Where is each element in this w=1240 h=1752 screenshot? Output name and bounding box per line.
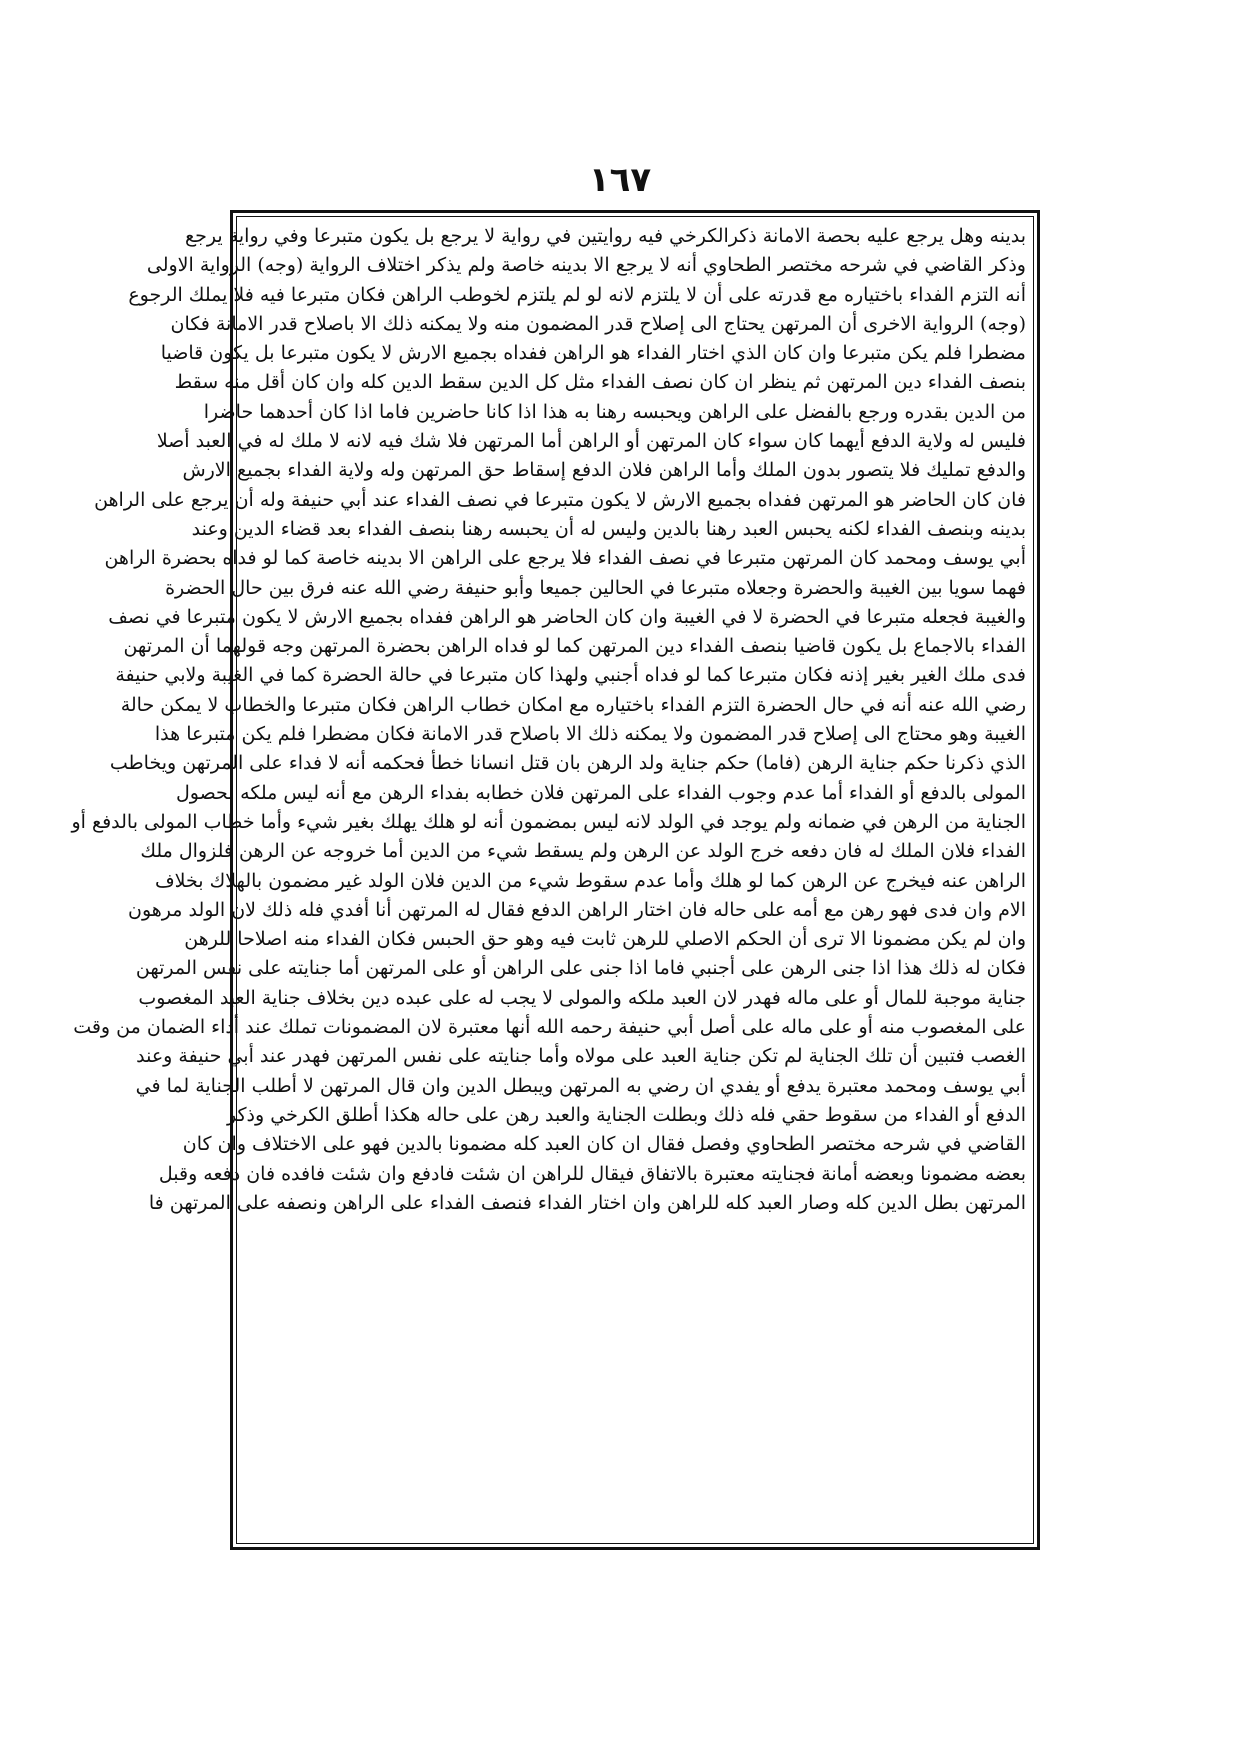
page-number: ١٦٧	[588, 160, 652, 200]
text-line: بعضه مضمونا وبعضه أمانة فجنايته معتبرة بالاتفاق فيقال للراهن ان شئت فادفع وان شئت فافده فان دفعه وقبل	[158, 1162, 1026, 1185]
text-line: الذي ذكرنا حكم جناية الرهن (فاما) حكم جناية ولد الرهن بان قتل انسانا خطأ فحكمه أنه لا فداء على المرتهن ويخاطب	[109, 752, 1026, 775]
text-line: أبي يوسف ومحمد معتبرة يدفع أو يفدي ان رضي به المرتهن ويبطل الدين وان قال المرتهن لا أطلب الجناية لما في	[135, 1074, 1026, 1097]
text-line: الراهن عنه فيخرج عن الرهن كما لو هلك وأما عدم سقوط شيء من الدين فلان الولد غير مضمون بالهلاك بخلاف	[154, 869, 1026, 892]
text-line: القاضي في شرحه مختصر الطحاوي وفصل فقال ان كان العبد كله مضمونا بالدين فهو على الاختلاف وان كان	[182, 1133, 1026, 1156]
text-line: على المغصوب منه أو على ماله على أصل أبي حنيفة رحمه الله أنها معتبرة لان المضمونات تملك عند أداء الضمان من وقت	[73, 1016, 1026, 1039]
text-line: فان كان الحاضر هو المرتهن ففداه بجميع الارش لا يكون متبرعا في نصف الفداء عند أبي حنيفة وله أن يرجع على الراهن	[94, 488, 1026, 511]
text-line: الغصب فتبين أن تلك الجناية لم تكن جناية العبد على مولاه وأما جنايته على نفس المرتهن فهدر عند أبي حنيفة وعند	[136, 1045, 1026, 1068]
text-line: مضطرا فلم يكن متبرعا وان كان الذي اختار الفداء هو الراهن ففداه بجميع الارش لا يكون متبرعا بل يكون قاضيا	[160, 342, 1026, 365]
text-line: فكان له ذلك هذا اذا جنى الرهن على أجنبي فاما اذا جنى على الراهن أو على المرتهن أما جنايته على نفس المرتهن	[135, 957, 1026, 980]
text-line: بدينه وبنصف الفداء لكنه يحبس العبد رهنا بالدين وليس له أن يحبسه رهنا بنصف الفداء بعد قضاء الدين وعند	[191, 517, 1026, 540]
text-line: فهما سويا بين الغيبة والحضرة وجعلاه متبرعا في الحالين جميعا وأبو حنيفة رضي الله عنه فرق بين حال الحضرة	[165, 576, 1026, 599]
text-line: فدى ملك الغير بغير إذنه فكان متبرعا كما لو فداه أجنبي ولهذا كان متبرعا في حالة الحضرة كما في الغيبة ولابي حنيفة	[115, 664, 1026, 687]
text-line: جناية موجبة للمال أو على ماله فهدر لان العبد ملكه والمولى لا يجب له على عبده دين بخلاف جناية العبد المغصوب	[138, 986, 1026, 1009]
text-line: بدينه وهل يرجع عليه بحصة الامانة ذكرالكرخي فيه روايتين في رواية لا يرجع بل يكون متبرعا وفي رواية يرجع	[185, 225, 1026, 247]
text-line: الام وان فدى فهو رهن مع أمه على حاله فان اختار الراهن الدفع فقال له المرتهن أنا أفدي فله ذلك لان الولد مرهون	[128, 898, 1026, 921]
text-line: المرتهن بطل الدين كله وصار العبد كله للراهن وان اختار الفداء فنصف الفداء على الراهن ونصفه على المرتهن فا	[148, 1191, 1026, 1214]
text-line: من الدين بقدره ورجع بالفضل على الراهن ويحبسه رهنا به هذا اذا كانا حاضرين فاما اذا كان أحدهما حاضرا	[203, 400, 1026, 423]
text-line: الفداء فلان الملك له فان دفعه خرج الولد عن الرهن ولم يسقط شيء من الدين أما خروجه عن الرهن فلزوال ملك	[140, 840, 1026, 863]
text-line: رضي الله عنه أنه في حال الحضرة التزم الفداء باختياره مع امكان خطاب الراهن فكان متبرعا والخطاب لا يمكن حالة	[120, 693, 1026, 716]
text-line: الغيبة وهو محتاج الى إصلاح قدر المضمون ولا يمكنه ذلك الا باصلاح قدر الامانة فكان مضطرا فلم يكن متبرعا هذا	[154, 723, 1026, 746]
text-line: وذكر القاضي في شرحه مختصر الطحاوي أنه لا يرجع الا بدينه خاصة ولم يذكر اختلاف الرواية (وجه) الرواية الاولى	[146, 254, 1026, 277]
text-line: فليس له ولاية الدفع أيهما كان سواء كان المرتهن أو الراهن أما المرتهن فلا شك فيه لانه لا ملك له في العبد أصلا	[156, 430, 1026, 453]
text-line: والغيبة فجعله متبرعا في الحضرة لا في الغيبة وان كان الحاضر هو الراهن ففداه بجميع الارش لا يكون متبرعا في نصف	[108, 605, 1026, 628]
text-line: (وجه) الرواية الاخرى أن المرتهن يحتاج الى إصلاح قدر المضمون منه ولا يمكنه ذلك الا باصلاح قدر الامانة فكان	[170, 312, 1026, 335]
text-line: بنصف الفداء دين المرتهن ثم ينظر ان كان نصف الفداء مثل كل الدين سقط الدين كله وان كان أقل منه سقط	[174, 371, 1026, 394]
text-line: الدفع أو الفداء من سقوط حقي فله ذلك وبطلت الجناية والعبد رهن على حاله هكذا أطلق الكرخي وذكر	[227, 1103, 1026, 1126]
text-line: المولى بالدفع أو الفداء أما عدم وجوب الفداء على المرتهن فلان خطابه بفداء الرهن مع أنه ليس ملكه لحصول	[175, 781, 1026, 804]
text-line: أنه التزم الفداء باختياره مع قدرته على أن لا يلتزم لانه لو لم يلتزم لخوطب الراهن فكان متبرعا فيه فلا يملك الرجوع	[128, 283, 1026, 306]
text-line: الجناية من الرهن في ضمانه ولم يوجد في الولد لانه ليس بمضمون أنه لو هلك يهلك بغير شيء وأما خطاب المولى بالدفع أو	[71, 810, 1026, 833]
text-line: وان لم يكن مضمونا الا ترى أن الحكم الاصلي للرهن ثابت فيه وهو حق الحبس فكان الفداء منه اصلاحا للرهن	[184, 928, 1026, 951]
text-line: الفداء بالاجماع بل يكون قاضيا بنصف الفداء دين المرتهن كما لو فداه الراهن بحضرة المرتهن وجه قولهما أن المرتهن	[123, 635, 1026, 658]
body-text	[71, 222, 1026, 1540]
text-line: أبي يوسف ومحمد كان المرتهن متبرعا في نصف الفداء فلا يرجع على الراهن الا بدينه خاصة كما لو فداه بحضرة الراهن	[104, 547, 1026, 570]
text-line: والدفع تمليك فلا يتصور بدون الملك وأما الراهن فلان الدفع إسقاط حق المرتهن وله ولاية الفداء بجميع الارش	[182, 459, 1026, 482]
